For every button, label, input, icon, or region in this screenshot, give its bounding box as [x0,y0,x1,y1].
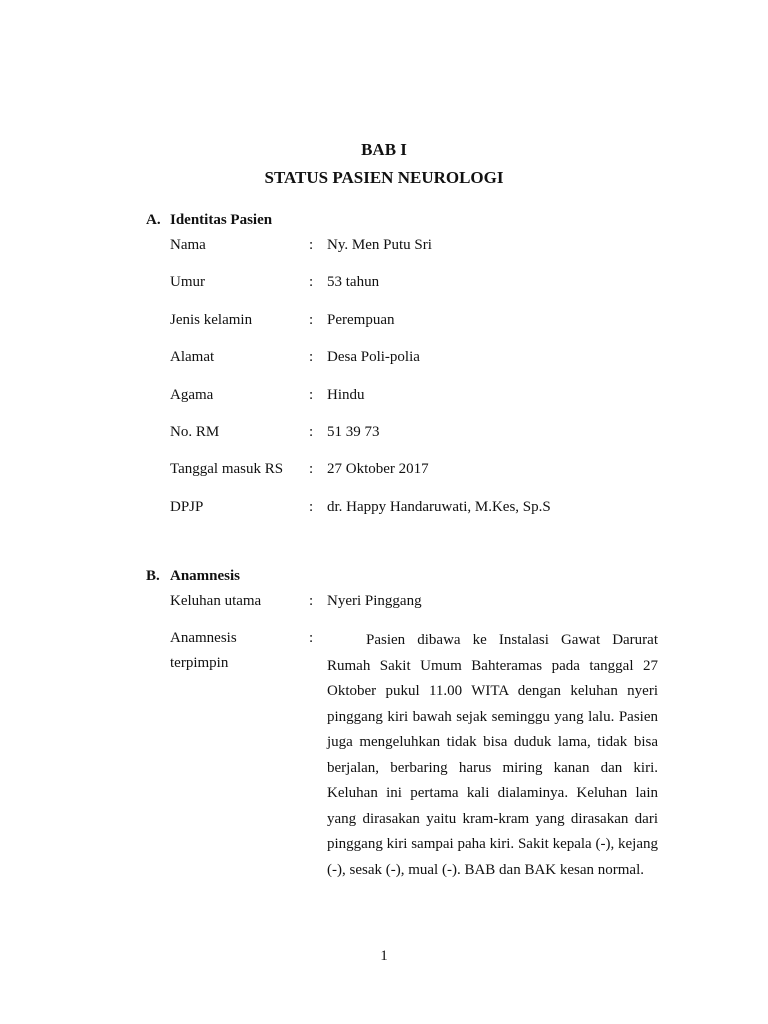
field-separator: : [309,387,314,403]
anamnesis-paragraph: Pasien dibawa ke Instalasi Gawat Darurat Rumah Sakit Umum Bahteramas pada tanggal 27 Oktober pukul 11.00 WITA dengan keluhan nyeri pinggang kiri bawah sejak seminggu yang lalu. Pasien juga mengeluhkan tidak bisa duduk lama, tidak bisa berjalan, berbaring harus miring kanan dan kiri. Keluhan ini pertama kali dialaminya. Keluhan lain yang dirasakan yaitu kram-kram yang dirasakan dari pinggang kiri sampai paha kiri. Sakit kepala (-), kejang (-), sesak (-), mual (-). BAB dan BAK kesan normal. [327,632,658,878]
chapter-heading: BAB I [361,140,407,159]
field-label-nama: Nama [170,237,206,253]
field-separator: : [309,593,314,609]
field-separator: : [309,499,314,515]
field-value-dpjp: dr. Happy Handaruwati, M.Kes, Sp.S [327,499,551,515]
section-b-marker: B. [146,568,160,584]
field-separator: : [309,349,314,365]
field-label-umur: Umur [170,274,205,290]
field-label-dpjp: DPJP [170,499,204,515]
section-b-title: Anamnesis [170,568,241,584]
field-separator: : [309,630,314,646]
field-separator: : [309,274,314,290]
field-value-tanggal-masuk: 27 Oktober 2017 [327,461,429,477]
section-a-title: Identitas Pasien [170,212,273,228]
page-title: STATUS PASIEN NEUROLOGI [264,168,504,187]
field-value-umur: 53 tahun [327,274,380,290]
field-value-keluhan-utama: Nyeri Pinggang [327,593,422,609]
field-value-agama: Hindu [327,387,365,403]
page-number: 1 [380,948,388,964]
field-label-terpimpin: terpimpin [170,655,229,671]
field-separator: : [309,461,314,477]
section-a-marker: A. [146,212,161,228]
field-value-alamat: Desa Poli-polia [327,349,420,365]
field-label-no-rm: No. RM [170,424,220,440]
field-value-no-rm: 51 39 73 [327,424,380,440]
field-separator: : [309,312,314,328]
field-label-keluhan-utama: Keluhan utama [170,593,262,609]
field-label-agama: Agama [170,387,214,403]
field-separator: : [309,424,314,440]
field-label-anamnesis: Anamnesis [170,630,237,646]
field-label-alamat: Alamat [170,349,215,365]
field-value-jenis-kelamin: Perempuan [327,312,395,328]
field-label-tanggal-masuk: Tanggal masuk RS [170,461,284,477]
field-label-jenis-kelamin: Jenis kelamin [170,312,253,328]
field-value-nama: Ny. Men Putu Sri [327,237,432,253]
field-separator: : [309,237,314,253]
